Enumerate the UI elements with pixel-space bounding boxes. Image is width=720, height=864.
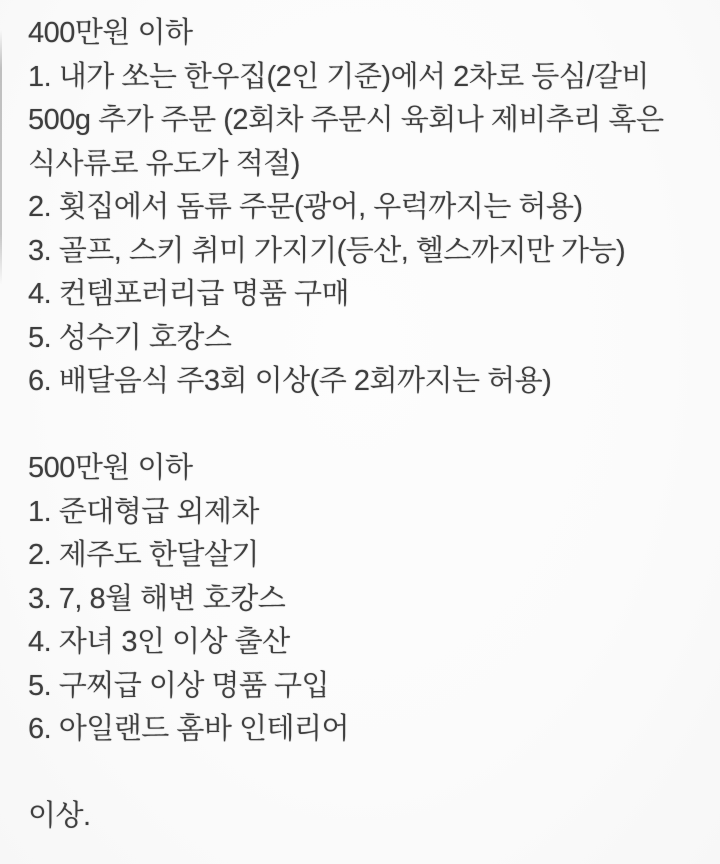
section-title: 500만원 이하 [28,452,193,484]
list-item: 4. 컨템포러리급 명품 구매 [28,278,349,310]
photo-edge-artifact [0,30,2,285]
list-item-line: 식사류로 유도가 적절) [28,147,300,180]
list-item: 5. 구찌급 이상 명품 구입 [28,669,330,702]
section-title: 400만원 이하 [28,17,193,49]
list-item: 3. 7, 8월 해변 호캉스 [28,582,286,615]
list-item: 5. 성수기 호캉스 [28,321,232,354]
list-item: 6. 아일랜드 홈바 인테리어 [28,713,349,745]
list-item: 6. 배달음식 주3회 이상(주 2회까지는 허용) [28,365,552,397]
list-item-line: 1. 내가 쏘는 한우집(2인 기준)에서 2차로 등심/갈비 [28,60,649,93]
list-item: 2. 횟집에서 돔류 주문(광어, 우럭까지는 허용) [28,191,583,223]
closing-text: 이상. [28,800,91,832]
list-item: 1. 준대형급 외제차 [28,495,259,528]
section-gap [28,404,700,448]
list-item-line: 500g 추가 주문 (2회차 주문시 육회나 제비추리 혹은 [28,104,664,136]
section-gap [28,752,700,796]
list-item: 3. 골프, 스키 취미 가지기(등산, 헬스까지만 가능) [28,234,626,267]
list-item: 2. 제주도 한달살기 [28,539,259,571]
list-item: 4. 자녀 3인 이상 출산 [28,626,290,658]
